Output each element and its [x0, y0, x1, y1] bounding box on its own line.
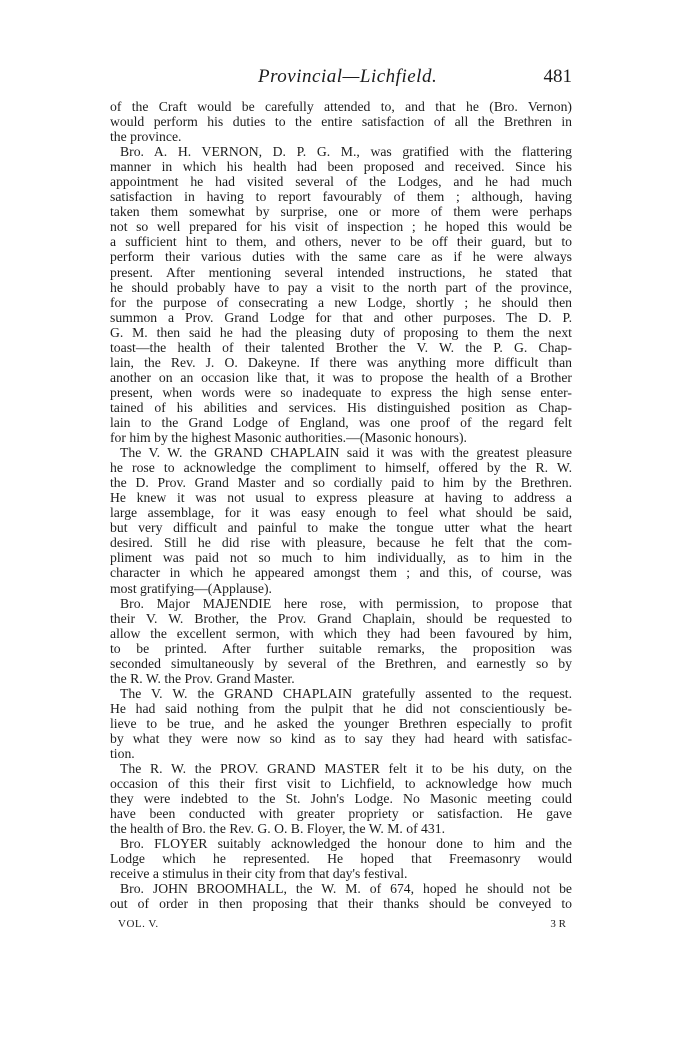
text-line: Bro. FLOYER suitably acknowledged the honour done to him and the — [120, 836, 572, 852]
text-line: of the Craft would be carefully attended to, and that he (Bro. Vernon) — [110, 99, 572, 114]
text-line: another on an occasion like that, it was to propose the health of a Brother — [110, 369, 572, 385]
text-line: lain, the Rev. J. O. Dakeyne. If there was anything more difficult than — [110, 354, 572, 370]
text-line: He had said nothing from the pulpit that he did not conscientiously be- — [110, 700, 572, 716]
page-number: 481 — [543, 66, 572, 87]
volume-label: VOL. V. — [118, 918, 159, 930]
text-line: the D. Prov. Grand Master and so cordially paid to him by the Brethren. — [110, 475, 572, 491]
text-line: lieve to be true, and he asked the younger Brethren especially to profit — [110, 715, 572, 731]
text-line: but very difficult and painful to make the tongue utter what the heart — [110, 520, 572, 536]
text-line: a sufficient hint to them, and others, never to be off their guard, but to — [110, 234, 572, 250]
text-line: the health of Bro. the Rev. G. O. B. Floyer, the W. M. of 431. — [110, 821, 446, 837]
text-line: for the purpose of consecrating a new Lodge, shortly ; he should then — [110, 294, 572, 310]
text-line: out of order in then proposing that their thanks should be conveyed to — [110, 896, 572, 912]
text-line: perform their various duties with the same care as if he were always — [110, 249, 572, 265]
text-line: allow the excellent sermon, with which they had been favoured by him, — [110, 625, 572, 641]
text-line: He knew it was not usual to express pleasure at having to address a — [110, 490, 572, 506]
body-text — [110, 99, 572, 912]
text-line: they were indebted to the St. John's Lodge. No Masonic meeting could — [110, 791, 572, 807]
page-header — [110, 66, 572, 94]
text-line: taken them somewhat by surprise, one or more of them were perhaps — [110, 204, 572, 220]
text-line: to be printed. After further suitable remarks, the proposition was — [110, 640, 572, 656]
text-line: not so well prepared for his visit of inspection ; he hoped this would be — [110, 219, 572, 235]
text-line: appointment he had visited several of the Lodges, and he had much — [110, 174, 572, 190]
text-line: by what they were now so kind as to say they had heard with satisfac- — [110, 730, 572, 746]
text-line: G. M. then said he had the pleasing duty of proposing to them the next — [110, 324, 572, 340]
text-line: The R. W. the PROV. GRAND MASTER felt it to be his duty, on the — [120, 761, 572, 777]
text-line: occasion of this their first visit to Lichfield, to acknowledge how much — [110, 776, 572, 792]
running-title: Provincial—Lichfield. — [258, 66, 438, 87]
text-line: tained of his abilities and services. His distinguished position as Chap- — [110, 399, 572, 415]
text-line: Bro. Major MAJENDIE here rose, with permission, to propose that — [120, 595, 572, 611]
text-line: toast—the health of their talented Brother the V. W. the P. G. Chap- — [110, 339, 572, 355]
text-line: Bro. JOHN BROOMHALL, the W. M. of 674, hoped he should not be — [120, 881, 572, 897]
text-line: pliment was paid not so much to him individually, as to him in the — [110, 550, 572, 566]
text-line: desired. Still he did rise with pleasure, because he felt that the com- — [110, 535, 572, 551]
text-line: their V. W. Brother, the Prov. Grand Chaplain, should be requested to — [110, 610, 572, 626]
text-line: present, when words were so inadequate to express the high sense enter- — [110, 384, 572, 400]
text-line: receive a stimulus in their city from that day's festival. — [110, 866, 408, 882]
text-line: for him by the highest Masonic authorities.—(Masonic honours). — [110, 430, 467, 446]
text-line: Lodge which he represented. He hoped that Freemasonry would — [110, 851, 572, 867]
text-line: present. After mentioning several intended instructions, he stated that — [110, 264, 572, 280]
text-line: The V. W. the GRAND CHAPLAIN said it was with the greatest pleasure — [120, 445, 572, 461]
text-line: satisfaction in having to report favourably of them ; although, having — [110, 189, 572, 205]
text-line: large assemblage, for it was easy enough to feel what should be said, — [110, 505, 572, 521]
text-line: lain to the Grand Lodge of England, was one proof of the regard felt — [110, 414, 572, 430]
text-line: seconded simultaneously by several of the Brethren, and earnestly so by — [110, 655, 572, 671]
page-footer — [118, 918, 566, 932]
text-line: The V. W. the GRAND CHAPLAIN gratefully assented to the request. — [120, 685, 572, 701]
text-line: have been conducted with greater propriety or satisfaction. He gave — [110, 806, 572, 822]
text-line: manner in which his health had been proposed and received. Since his — [110, 159, 572, 175]
text-line: he should probably have to pay a visit to the north part of the province, — [110, 279, 572, 295]
text-line: most gratifying—(Applause). — [110, 580, 272, 596]
text-line: would perform his duties to the entire satisfaction of all the Brethren in — [110, 114, 572, 130]
text-line: the R. W. the Prov. Grand Master. — [110, 670, 295, 686]
text-line: Bro. A. H. VERNON, D. P. G. M., was gratified with the flattering — [120, 144, 572, 160]
text-line: he rose to acknowledge the compliment to himself, offered by the R. W. — [110, 460, 572, 476]
text-line: the province. — [110, 129, 182, 145]
text-line: tion. — [110, 746, 135, 762]
text-line: character in which he appeared amongst them ; and this, of course, was — [110, 565, 572, 581]
text-line: summon a Prov. Grand Lodge for that and other purposes. The D. P. — [110, 309, 572, 325]
signature-mark: 3 R — [550, 918, 566, 930]
